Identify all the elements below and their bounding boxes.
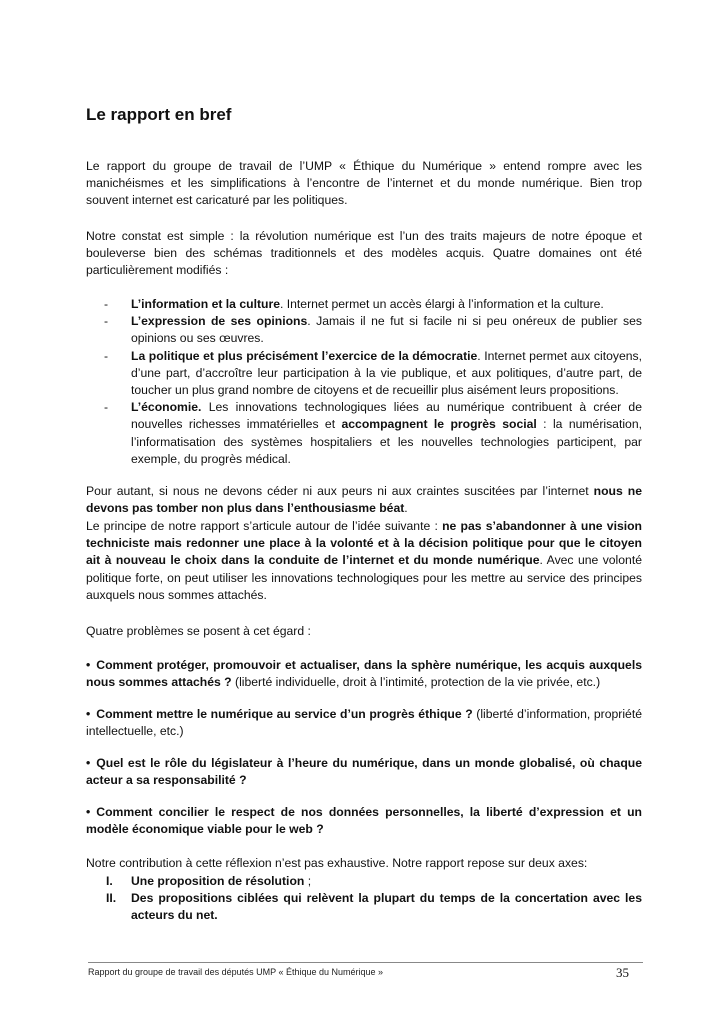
bullet-icon: • bbox=[86, 805, 91, 819]
list-item: - L’information et la culture. Internet permet un accès élargi à l’information et la culture. bbox=[104, 297, 604, 311]
bullet-icon: • bbox=[86, 707, 91, 721]
list-item: I. Une proposition de résolution ; bbox=[106, 874, 312, 888]
probleme-item: • Comment concilier le respect de nos données personnelles, la liberté d’expression et un modèle économique viable pour le web ? bbox=[86, 805, 642, 837]
contribution-paragraph: Notre contribution à cette réflexion n’est pas exhaustive. Notre rapport repose sur deux axes: bbox=[86, 856, 588, 870]
page-title: Le rapport en bref bbox=[86, 105, 232, 124]
list-item: - La politique et plus précisément l’exercice de la démocratie. Internet permet aux citoyens, d’une part, d’accroître leur participation à la vie publique, et aux politiques, d’autre part, de toucher un plus grand nombre de citoyens et de recueillir plus aisément leurs propositions. bbox=[104, 348, 642, 398]
list-item: II. Des propositions ciblées qui relèvent la plupart du temps de la concertation avec les acteurs du net. bbox=[106, 891, 642, 923]
pour-autant-paragraph: Pour autant, si nous ne devons céder ni aux peurs ni aux craintes suscitées par l’internet nous ne devons pas tomber non plus dans l’enthousiasme béat. bbox=[86, 484, 642, 516]
bullet-icon: • bbox=[86, 658, 91, 672]
probleme-item: • Quel est le rôle du législateur à l’heure du numérique, dans un monde globalisé, où chaque acteur a sa responsabilité ? bbox=[86, 756, 642, 788]
domains-list bbox=[86, 296, 642, 468]
constat-paragraph: Notre constat est simple : la révolution numérique est l’un des traits majeurs de notre époque et bouleverse bien des schémas traditionnels et des modèles acquis. Quatre domaines ont été particulièrement modifiés : bbox=[86, 229, 642, 278]
list-item: - L’économie. Les innovations technologiques liées au numérique contribuent à créer de nouvelles richesses immatérielles et accompagnent le progrès social : la numérisation, l’informatisation des systèmes hospitaliers et les nouvelles technologies participent, par exemple, du progrès médical. bbox=[104, 400, 642, 466]
list-item: - L’expression de ses opinions. Jamais il ne fut si facile ni si peu onéreux de publier ses opinions ou ses œuvres. bbox=[104, 314, 643, 346]
page-number: 35 bbox=[616, 965, 629, 980]
bullet-icon: • bbox=[86, 756, 91, 770]
footer-text: Rapport du groupe de travail des députés UMP « Éthique du Numérique » bbox=[88, 967, 384, 977]
probleme-item: • Comment mettre le numérique au service d’un progrès éthique ? (liberté d’information, propriété intellectuelle, etc.) bbox=[86, 707, 642, 739]
probleme-item: • Comment protéger, promouvoir et actualiser, dans la sphère numérique, les acquis auxquels nous sommes attachés ? (liberté individuelle, droit à l’intimité, protection de la vie privée, etc.) bbox=[86, 658, 642, 690]
axes-list bbox=[86, 873, 642, 925]
intro-paragraph: Le rapport du groupe de travail de l’UMP « Éthique du Numérique » entend rompre avec les manichéismes et les simplifications à l’encontre de l’internet et du monde numérique. Bien trop souvent internet est caricaturé par les politiques. bbox=[86, 159, 642, 208]
page-footer bbox=[88, 962, 643, 980]
problemes-intro: Quatre problèmes se posent à cet égard : bbox=[86, 624, 311, 638]
principe-paragraph: Le principe de notre rapport s’articule autour de l’idée suivante : ne pas s’abandonner à une vision techniciste mais redonner une place à la volonté et à la décision politique pour que le citoyen ait à nouveau le choix dans la conduite de l’internet et du monde numérique. Avec une volonté politique forte, on peut utiliser les innovations technologiques pour les mettre au service des principes auxquels nous sommes attachés. bbox=[86, 519, 643, 602]
